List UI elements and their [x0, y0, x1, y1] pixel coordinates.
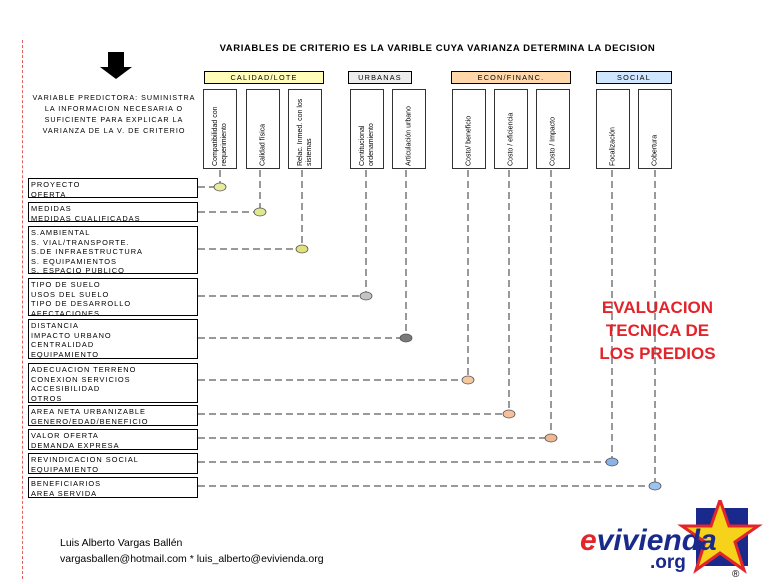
predictor-line: AREA NETA URBANIZABLE	[31, 407, 146, 416]
predictor-line: ADECUACION TERRENO	[31, 365, 137, 374]
connector-dot	[254, 208, 266, 216]
predictor-line: TIPO DE DESARROLLO	[31, 299, 132, 308]
connector-dot	[606, 458, 618, 466]
criterion-label: Cobertura	[651, 134, 659, 166]
predictor-line: CENTRALIDAD	[31, 340, 95, 349]
predictor-line: USOS DEL SUELO	[31, 289, 110, 299]
criterion-label: Costo / Impacto	[549, 116, 557, 166]
criterion-label: Relac. Inmed. con los sistemas	[297, 98, 313, 166]
predictor-line: ACCESIBILIDAD	[31, 384, 101, 393]
evaluation-line: LOS PREDIOS	[599, 344, 716, 363]
author-contact: vargasballen@hotmail.com * luis_alberto@evivienda.org	[60, 553, 324, 565]
evaluation-line: TECNICA DE	[605, 321, 710, 340]
predictor-line: MEDIDAS CUALIFICADAS	[31, 213, 141, 223]
predictor-line: CONEXION SERVICIOS	[31, 374, 131, 384]
connector-dot	[360, 292, 372, 300]
predictor-line: DISTANCIA	[31, 321, 79, 330]
category-econ-financ: ECON/FINANC.	[451, 71, 571, 84]
predictor-line: S.DE INFRAESTRUCTURA	[31, 247, 143, 256]
category-social: SOCIAL	[596, 71, 672, 84]
predictor-line: S. EQUIPAMIENTOS	[31, 256, 117, 266]
predictor-line: PROYECTO	[31, 180, 81, 189]
predictor-line: TIPO DE SUELO	[31, 280, 101, 289]
predictor-line: AREA SERVIDA	[31, 488, 98, 498]
criterion-label: Costo/ beneficio	[465, 115, 473, 166]
connector-dot	[545, 434, 557, 442]
predictor-line: S. VIAL/TRANSPORTE.	[31, 237, 130, 247]
predictor-line: VALOR OFERTA	[31, 431, 99, 440]
predictor-line: BENEFICIARIOS	[31, 479, 102, 488]
predictor-line: OTROS	[31, 393, 63, 403]
criterion-label: Contitucional ordenamiento	[359, 123, 375, 166]
evivienda-logo	[578, 500, 768, 579]
predictor-line: S.AMBIENTAL	[31, 228, 91, 237]
author-name: Luis Alberto Vargas Ballén	[60, 537, 183, 549]
predictor-line: S. ESPACIO PUBLICO	[31, 266, 125, 275]
criterion-label: Costo / eficiencia	[507, 112, 515, 166]
connector-dot	[296, 245, 308, 253]
connector-dot	[649, 482, 661, 490]
diagram-title: VARIABLES DE CRITERIO ES LA VARIBLE CUYA VARIANZA DETERMINA LA DECISION	[219, 43, 656, 54]
connector-dot	[462, 376, 474, 384]
evaluation-label	[580, 296, 735, 365]
predictor-line: GENERO/EDAD/BENEFICIO	[31, 416, 149, 426]
connector-dot	[503, 410, 515, 418]
criterion-label: Focalización	[609, 127, 617, 166]
predictor-line: IMPACTO URBANO	[31, 330, 112, 340]
category-calidad-lote: CALIDAD/LOTE	[204, 71, 324, 84]
predictor-line: MEDIDAS	[31, 204, 72, 213]
logo-wordmark: evivienda	[580, 524, 717, 557]
criterion-label: Calidad física	[259, 123, 267, 166]
predictor-description: VARIABLE PREDICTORA: SUMINISTRA LA INFORMACION NECESARIA O SUFICIENTE PARA EXPLICAR LA VARIANZA DE LA V. DE CRITERIO	[32, 93, 196, 135]
predictor-line: DEMANDA EXPRESA	[31, 440, 120, 450]
logo-org: .org	[650, 552, 686, 573]
logo-graphic	[578, 500, 768, 579]
predictor-line: AFECTACIONES	[31, 308, 100, 318]
predictor-line: REVINDICACION SOCIAL	[31, 455, 139, 464]
predictor-line: EQUIPAMIENTO	[31, 349, 99, 359]
criterion-label: Articulación urbano	[405, 106, 413, 166]
criterion-label: Compatibilidad con requerimiento	[212, 106, 228, 166]
evaluation-line: EVALUACION	[601, 298, 714, 317]
connector-dot	[214, 183, 226, 191]
predictor-line: OFERTA	[31, 189, 67, 199]
connector-dot	[400, 334, 412, 342]
registered-mark: ®	[732, 569, 740, 579]
category-urbanas: URBANAS	[348, 71, 412, 84]
predictor-line: EQUIPAMIENTO	[31, 464, 99, 474]
